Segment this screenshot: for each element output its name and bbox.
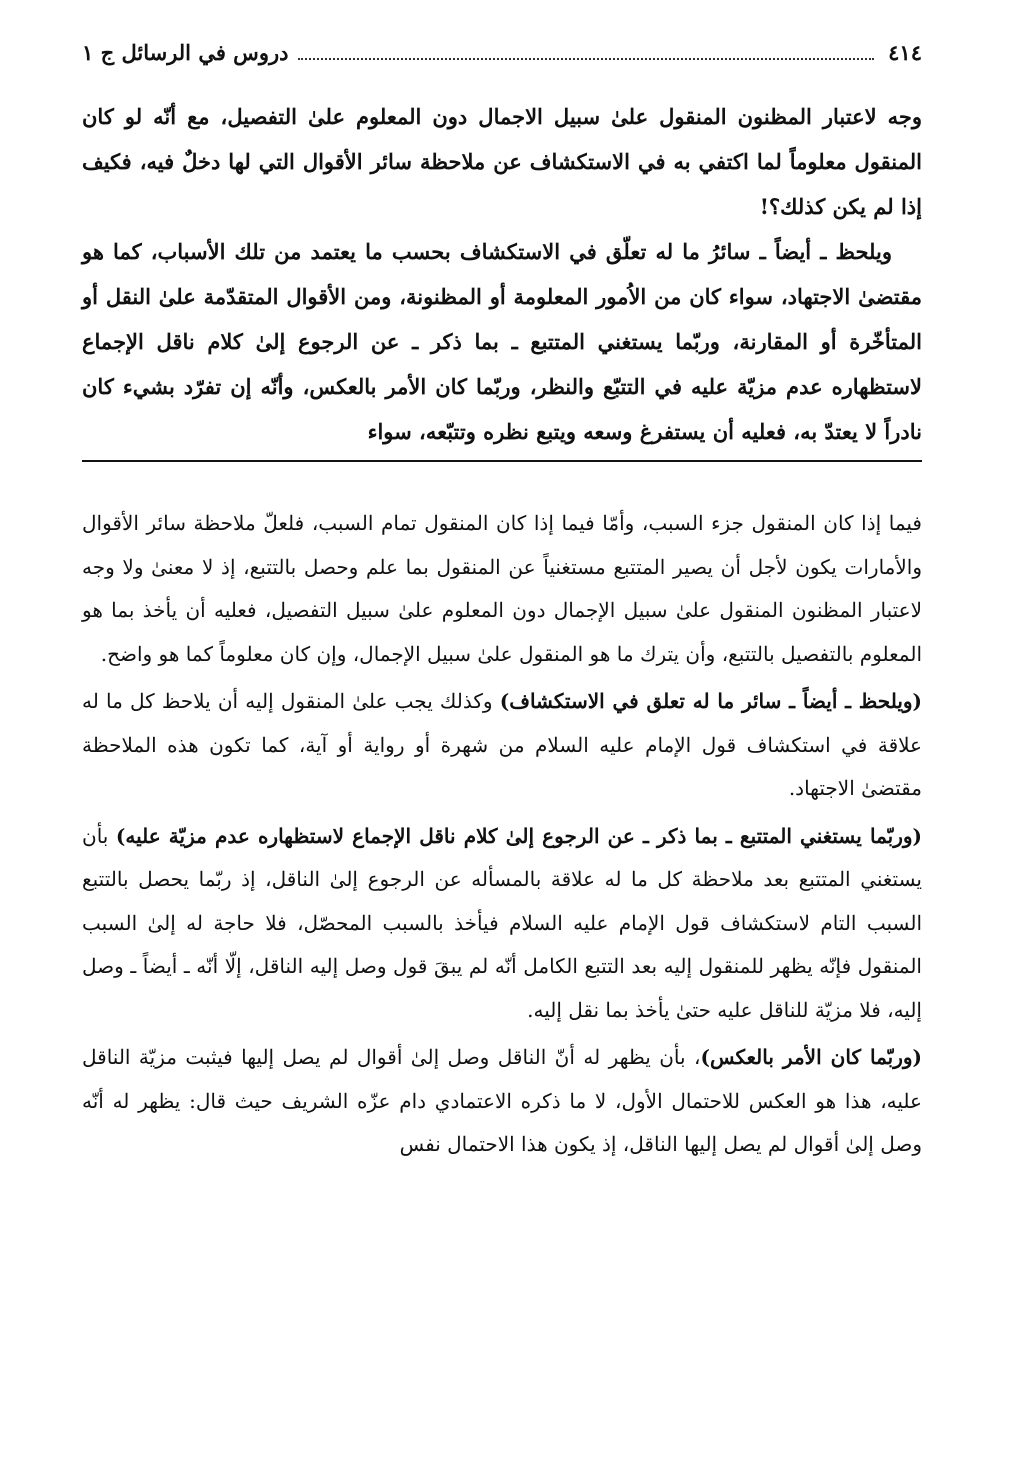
page-header	[82, 40, 922, 80]
commentary-paragraph	[82, 502, 922, 676]
section-separator	[82, 460, 922, 462]
quoted-phrase: (وربّما يستغني المتتبع ـ بما ذكر ـ عن الرجوع إلىٰ كلام ناقل الإجماع لاستظهاره عدم مزيّة عليه)	[115, 823, 922, 848]
commentary	[82, 502, 922, 1167]
commentary-paragraph	[82, 1036, 922, 1167]
commentary-text: بأن يستغني المتتبع بعد ملاحظة كل ما له علاقة بالمسأله عن الرجوع إلىٰ الناقل، إذ ربّما يحصل بالتتبع السبب التام لاستكشاف قول الإمام عليه السلام فيأخذ بالسبب المحصّل، فلا حاجة له إلىٰ السبب المنقول فإنّه يظهر للمنقول إليه بعد التتبع الكامل أنّه لم يبقَ قول وصل إليه الناقل، إلّا أنّه ـ أيضاً ـ وصل إليه، فلا مزيّة للناقل عليه حتىٰ يأخذ بما نقل إليه.	[82, 823, 922, 1022]
commentary-paragraph	[82, 815, 922, 1033]
page-number: ٤١٤	[888, 40, 922, 65]
main-paragraph: ويلحظ ـ أيضاً ـ سائرُ ما له تعلّق في الاستكشاف بحسب ما يعتمد من تلك الأسباب، كما هو مقتضىٰ الاجتهاد، سواء كان من الاُمور المعلومة أو المظنونة، ومن الأقوال المتقدّمة علىٰ النقل أو المتأخّرة أو المقارنة، وربّما يستغني المتتبع ـ بما ذكر ـ عن الرجوع إلىٰ كلام ناقل الإجماع لاستظهاره عدم مزيّة عليه في التتبّع والنظر، وربّما كان الأمر بالعكس، وأنّه إن تفرّد بشيء كان نادراً لا يعتدّ به، فعليه أن يستفرغ وسعه ويتبع نظره وتتبّعه، سواء	[82, 239, 922, 444]
main-text	[82, 94, 922, 454]
document-page	[82, 40, 922, 1440]
commentary-text: وكذلك يجب علىٰ المنقول إليه أن يلاحظ كل ما له علاقة في استكشاف قول الإمام عليه السلام من شهرة أو رواية أو آية، كما تكون هذه الملاحظة مقتضىٰ الاجتهاد.	[82, 689, 922, 800]
header-dotted-leader	[298, 58, 874, 60]
commentary-text: ، بأن يظهر له أنّ الناقل وصل إلىٰ أقوال لم يصل إليها فيثبت مزيّة الناقل عليه، هذا هو العكس للاحتمال الأول، لا ما ذكره الاعتمادي دام عزّه الشريف حيث قال: يظهر له أنّه وصل إلىٰ أقوال لم يصل إليها الناقل، إذ يكون هذا الاحتمال نفس	[82, 1045, 922, 1156]
quoted-phrase: (وربّما كان الأمر بالعكس)	[700, 1045, 923, 1069]
commentary-text: فيما إذا كان المنقول جزء السبب، وأمّا فيما إذا كان المنقول تمام السبب، فلعلّ ملاحظة سائر الأقوال والأمارات يكون لأجل أن يصير المتتبع مستغنياً عن المنقول بما علم وحصل بالتتبع، إذ لا معنىٰ ولا وجه لاعتبار المظنون المنقول علىٰ سبيل الإجمال دون المعلوم علىٰ سبيل التفصيل، فعليه أن يأخذ بما هو المعلوم بالتفصيل بالتتبع، وأن يترك ما هو المنقول علىٰ سبيل الإجمال، وإن كان معلوماً كما هو واضح.	[82, 511, 922, 666]
quoted-phrase: (ويلحظ ـ أيضاً ـ سائر ما له تعلق في الاستكشاف)	[499, 689, 923, 713]
commentary-paragraph	[82, 680, 922, 811]
running-title: دروس في الرسائل ج ١	[82, 40, 289, 65]
main-paragraph: وجه لاعتبار المظنون المنقول علىٰ سبيل الاجمال دون المعلوم علىٰ التفصيل، مع أنّه لو كان المنقول معلوماً لما اكتفي به في الاستكشاف عن ملاحظة سائر الأقوال التي لها دخلٌ فيه، فكيف إذا لم يكن كذلك؟!	[82, 104, 922, 219]
